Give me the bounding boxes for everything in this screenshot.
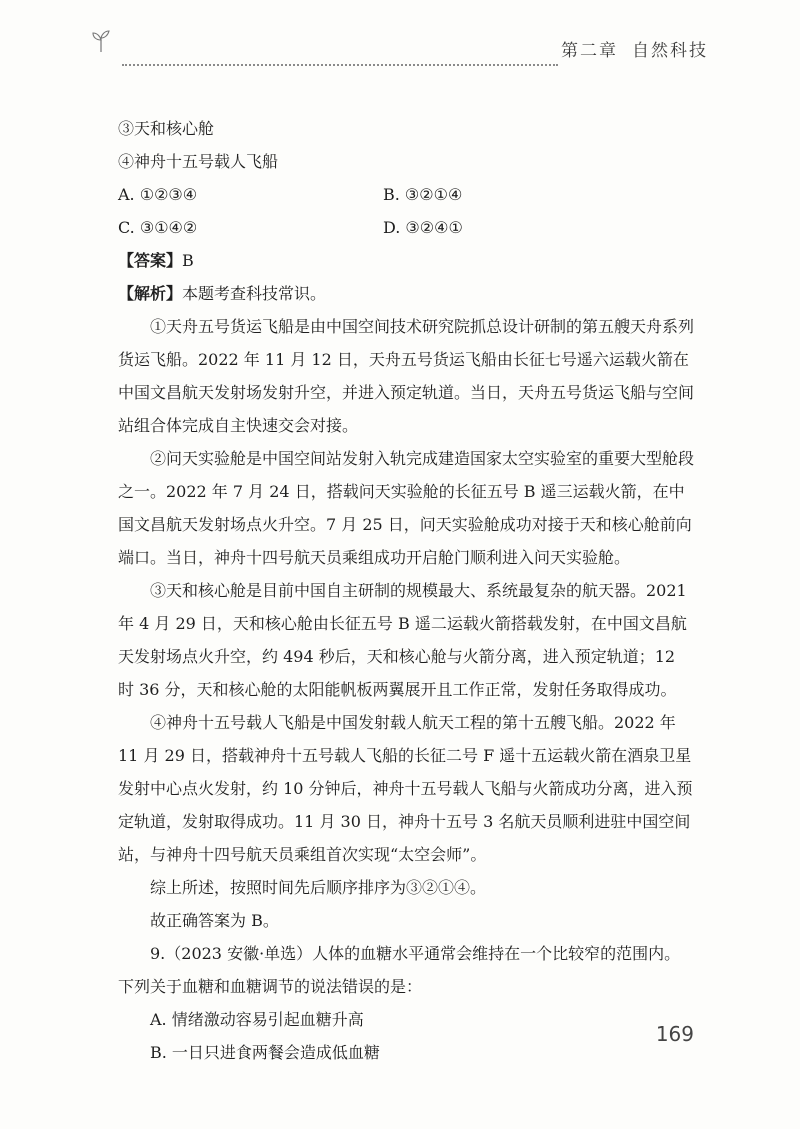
chapter-heading [561, 36, 708, 61]
paragraph-shenzhou15: ④神舟十五号载人飞船是中国发射载人航天工程的第十五艘飞船。2022 年 11 月 29 日，搭载神舟十五号载人飞船的长征二号 F 遥十五运载火箭在酒泉卫星发射中心点火发射，约 10 分钟后，神舟十五号载人飞船与火箭成功分离，进入预定轨道，发射取得成功。11 月 30 日，神舟十五号 3 名航天员顺利进驻中国空间站，与神舟十四号航天员乘组首次实现“太空会师”。 [118, 713, 693, 864]
conclusion-line: 故正确答案为 B。 [150, 911, 279, 930]
sprout-ornament-icon [88, 28, 114, 54]
summary-line: 综上所述，按照时间先后顺序排序为③②①④。 [150, 878, 487, 897]
page-number: 169 [655, 1022, 694, 1046]
list-item-4: ④神舟十五号载人飞船 [118, 152, 279, 171]
question-9: 9.（2023 安徽·单选）人体的血糖水平通常会维持在一个比较窄的范围内。下列关于血糖和血糖调节的说法错误的是： [118, 944, 681, 996]
option-c: C. ③①④② [118, 218, 198, 237]
paragraph-wentian: ②问天实验舱是中国空间站发射入轨完成建造国家太空实验室的重要大型舱段之一。2022 年 7 月 24 日，搭载问天实验舱的长征五号 B 遥三运载火箭，在中国文昌航天发射场点火升空。7 月 25 日，问天实验舱成功对接于天和核心舱前向端口。当日，神舟十四号航天员乘组成功开启舱门顺利进入问天实验舱。 [118, 449, 695, 567]
options-row-1 [118, 178, 694, 211]
answer-value: B [182, 251, 194, 270]
question-9-option-a: A. 情绪激动容易引起血糖升高 [150, 1010, 364, 1029]
question-9-option-b: B. 一日只进食两餐会造成低血糖 [150, 1043, 380, 1062]
analysis-line [118, 277, 694, 310]
options-row-2 [118, 211, 694, 244]
page-body [118, 112, 694, 1069]
chapter-title: 自然科技 [632, 41, 708, 61]
option-b: B. ③②①④ [383, 185, 463, 204]
option-d: D. ③②④① [383, 218, 463, 237]
answer-line [118, 244, 694, 277]
chapter-number: 第二章 [561, 41, 618, 61]
answer-label: 【答案】 [118, 251, 183, 270]
analysis-label: 【解析】 [118, 284, 183, 303]
page-header [88, 22, 708, 62]
paragraph-tianzhou5: ①天舟五号货运飞船是由中国空间技术研究院抓总设计研制的第五艘天舟系列货运飞船。2022 年 11 月 12 日，天舟五号货运飞船由长征七号遥六运载火箭在中国文昌航天发射场发射升空，并进入预定轨道。当日，天舟五号货运飞船与空间站组合体完成自主快速交会对接。 [118, 317, 695, 435]
header-dotted-rule [122, 64, 558, 66]
option-a: A. ①②③④ [118, 185, 198, 204]
analysis-text: 本题考查科技常识。 [182, 284, 327, 303]
paragraph-tianhe: ③天和核心舱是目前中国自主研制的规模最大、系统最复杂的航天器。2021 年 4 月 29 日，天和核心舱由长征五号 B 遥二运载火箭搭载发射，在中国文昌航天发射场点火升空，约 494 秒后，天和核心舱与火箭分离，进入预定轨道；12 时 36 分，天和核心舱的太阳能帆板两翼展开且工作正常，发射任务取得成功。 [118, 581, 687, 699]
list-item-3: ③天和核心舱 [118, 119, 215, 138]
